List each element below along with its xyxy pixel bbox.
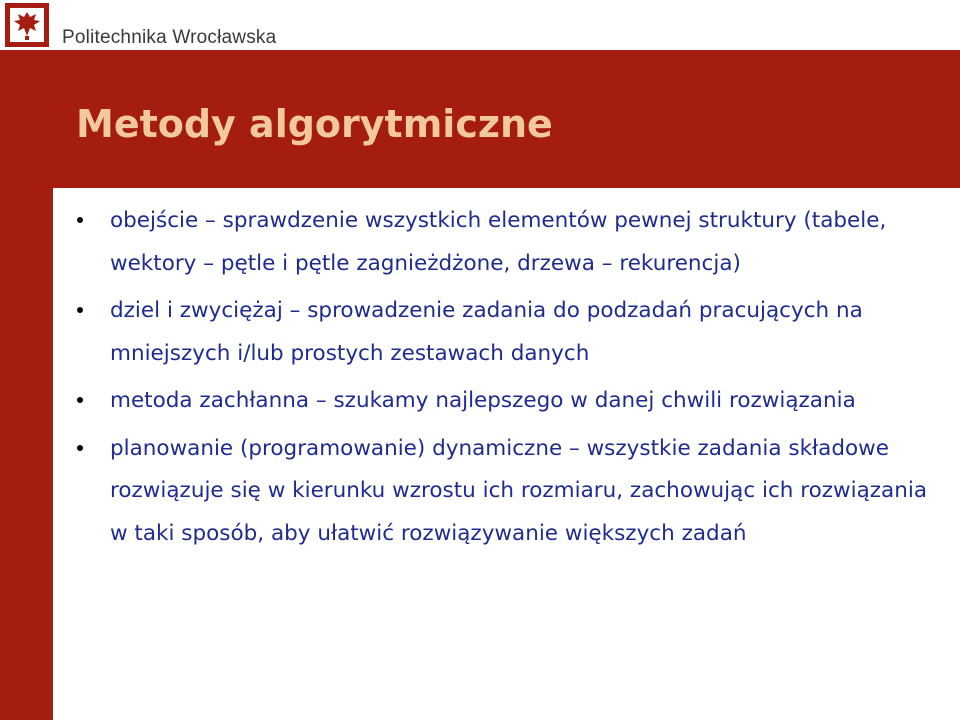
bullet-text: metoda zachłanna – szukamy najlepszego w danej chwili rozwiązania [110, 388, 856, 413]
bullet-text: dziel i zwyciężaj – sprowadzenie zadania do podzadań pracujących na mniejszych i/lub prostych zestawach danych [110, 298, 863, 366]
left-accent-bar [0, 50, 53, 720]
bullet-dot-icon [77, 445, 83, 451]
bullet-text: obejście – sprawdzenie wszystkich elementów pewnej struktury (tabele, wektory – pętle i pętle zagnieżdżone, drzewa – rekurencja) [110, 208, 887, 276]
eagle-crest-icon [5, 3, 49, 47]
list-item [110, 380, 930, 423]
bullet-dot-icon [77, 307, 83, 313]
institution-name: Politechnika Wrocławska [62, 27, 277, 48]
list-item [110, 428, 930, 556]
list-item [110, 200, 930, 285]
list-item [110, 290, 930, 375]
bullet-dot-icon [77, 217, 83, 223]
slide-title: Metody algorytmiczne [76, 102, 553, 146]
bullet-list [110, 200, 930, 560]
header-bar [0, 0, 960, 50]
bullet-dot-icon [77, 397, 83, 403]
bullet-text: planowanie (programowanie) dynamiczne – wszystkie zadania składowe rozwiązuje się w kierunku wzrostu ich rozmiaru, zachowując ich rozwiązania w taki sposób, aby ułatwić rozwiązywanie większych zadań [110, 435, 928, 546]
